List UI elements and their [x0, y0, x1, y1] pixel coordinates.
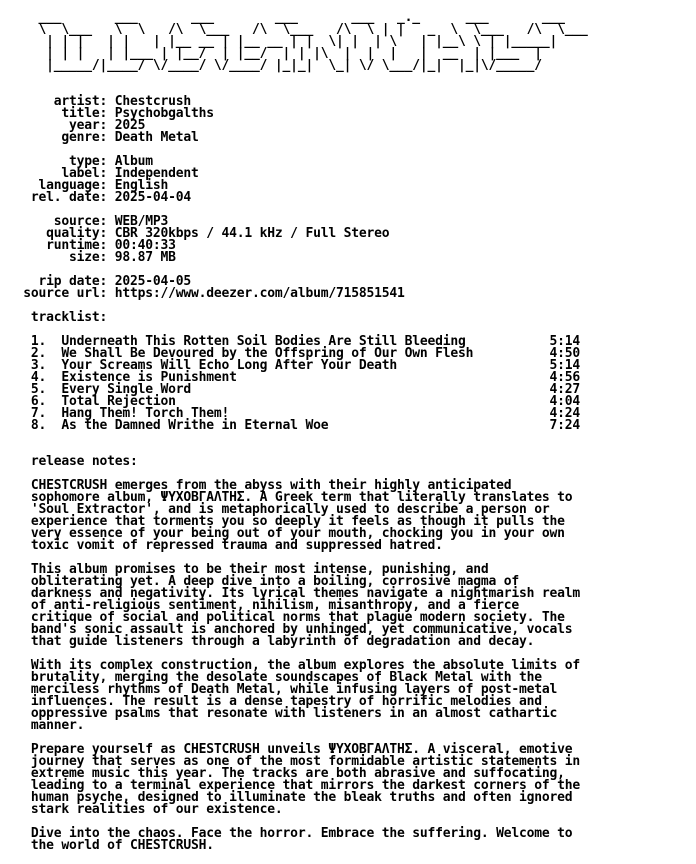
nfo-line: Dive into the chaos. Face the horror. Embrace the suffering. Welcome to	[8, 826, 573, 841]
nfo-line: darkness and negativity. Its lyrical themes navigate a nightmarish realm	[8, 586, 580, 601]
nfo-line: year: 2025	[8, 118, 146, 133]
nfo-line: stark realities of our existence.	[8, 802, 283, 817]
nfo-line: 8. As the Damned Writhe in Eternal Woe 7:24	[8, 418, 580, 433]
nfo-line	[8, 72, 588, 84]
nfo-line: brutality, merging the desolate soundscapes of Black Metal with the	[8, 670, 542, 685]
nfo-line: tracklist:	[8, 310, 108, 325]
nfo-line: toxic vomit of repressed trauma and suppressed hatred.	[8, 538, 443, 553]
nfo-line: merciless rhythms of Death Metal, while infusing layers of post-metal	[8, 682, 558, 697]
nfo-line: source: WEB/MP3	[8, 214, 169, 229]
nfo-line: language: English	[8, 178, 169, 193]
ascii-art-line: ___ ___ ___ ___ ___ _._ ___ ___	[8, 10, 573, 25]
nfo-line: 4. Existence is Punishment 4:56	[8, 370, 580, 385]
nfo-line: human psyche, designed to illuminate the bleak truths and often ignored	[8, 790, 573, 805]
nfo-line: genre: Death Metal	[8, 130, 199, 145]
nfo-line: 1. Underneath This Rotten Soil Bodies Are Still Bleeding 5:14	[8, 334, 580, 349]
ascii-art-line: | | | | |___ | |__/ | |__/ | | |\ | | | | __ | |___ |	[8, 46, 542, 61]
nfo-line: extreme music this year. The tracks are both abrasive and suffocating,	[8, 766, 565, 781]
nfo-line: oppressive psalms that resonate with listeners in an almost cathartic	[8, 706, 558, 721]
nfo-line: quality: CBR 320kbps / 44.1 kHz / Full Stereo	[8, 226, 390, 241]
nfo-line: that guide listeners through a labyrinth of degradation and decay.	[8, 634, 535, 649]
nfo-line: 7. Hang Them! Torch Them! 4:24	[8, 406, 580, 421]
nfo-line: journey that serves as one of the most formidable artistic statements in	[8, 754, 580, 769]
nfo-line: very essence of your being out of your mouth, chocking you in your own	[8, 526, 565, 541]
nfo-line: release notes:	[8, 454, 138, 469]
ascii-art-line: \ \___ \ \ /\ \___ /\ \___ /\ \ | | _ \ \___ /\ \___	[8, 22, 588, 37]
nfo-line: 2. We Shall Be Devoured by the Offspring of Our Own Flesh 4:50	[8, 346, 580, 361]
nfo-line: Prepare yourself as CHESTCRUSH unveils ΨΥΧΟΒΓΑΛΤΗΣ. A visceral, emotive	[8, 742, 573, 757]
nfo-line: This album promises to be their most intense, punishing, and	[8, 562, 489, 577]
nfo-line: of anti-religious sentiment, nihilism, misanthropy, and a fierce	[8, 598, 519, 613]
nfo-line: leading to a terminal experience that mirrors the darkest corners of the	[8, 778, 580, 793]
nfo-line: critique of social and political norms that plague modern society. The	[8, 610, 565, 625]
nfo-line: rel. date: 2025-04-04	[8, 190, 192, 205]
ascii-art-line: |_____/|____/ \/____/ \/____/ |_|_| \_| \/ \___/|_| |_|\/_____/	[8, 58, 542, 73]
nfo-line: source url: https://www.deezer.com/album/715851541	[8, 286, 405, 301]
nfo-line	[8, 432, 588, 444]
nfo-line: CHESTCRUSH emerges from the abyss with their highly anticipated	[8, 478, 512, 493]
nfo-line: size: 98.87 MB	[8, 250, 176, 265]
nfo-line: manner.	[8, 718, 85, 733]
nfo-line: 6. Total Rejection 4:04	[8, 394, 580, 409]
nfo-line: With its complex construction, the album explores the absolute limits of	[8, 658, 580, 673]
nfo-line: obliterating yet. A deep dive into a boiling, corrosive magma of	[8, 574, 519, 589]
nfo-line: influences. The result is a dense tapestry of horrific melodies and	[8, 694, 542, 709]
nfo-line: band's sonic assault is anchored by unhinged, yet communicative, vocals	[8, 622, 573, 637]
nfo-line: 3. Your Screams Will Echo Long After Your Death 5:14	[8, 358, 580, 373]
nfo-line: runtime: 00:40:33	[8, 238, 176, 253]
nfo-line: title: Psychobgalths	[8, 106, 214, 121]
nfo-line: 5. Every Single Word 4:27	[8, 382, 580, 397]
nfo-line: the world of CHESTCRUSH.	[8, 838, 214, 853]
nfo-line: 'Soul Extractor', and is metaphorically used to describe a person or	[8, 502, 550, 517]
nfo-line: artist: Chestcrush	[8, 94, 192, 109]
nfo-line: sophomore album, ΨΥΧΟΒΓΑΛΤΗΣ. A Greek term that literally translates to	[8, 490, 573, 505]
nfo-line: rip date: 2025-04-05	[8, 274, 192, 289]
ascii-art-line: | | | | | | |__ __ | |__ __ | | \| | | \ | |__\ \ | |_____|	[8, 34, 558, 49]
nfo-line: experience that torments you so deeply it feels as though it pulls the	[8, 514, 565, 529]
nfo-line: label: Independent	[8, 166, 199, 181]
nfo-line: type: Album	[8, 154, 153, 169]
